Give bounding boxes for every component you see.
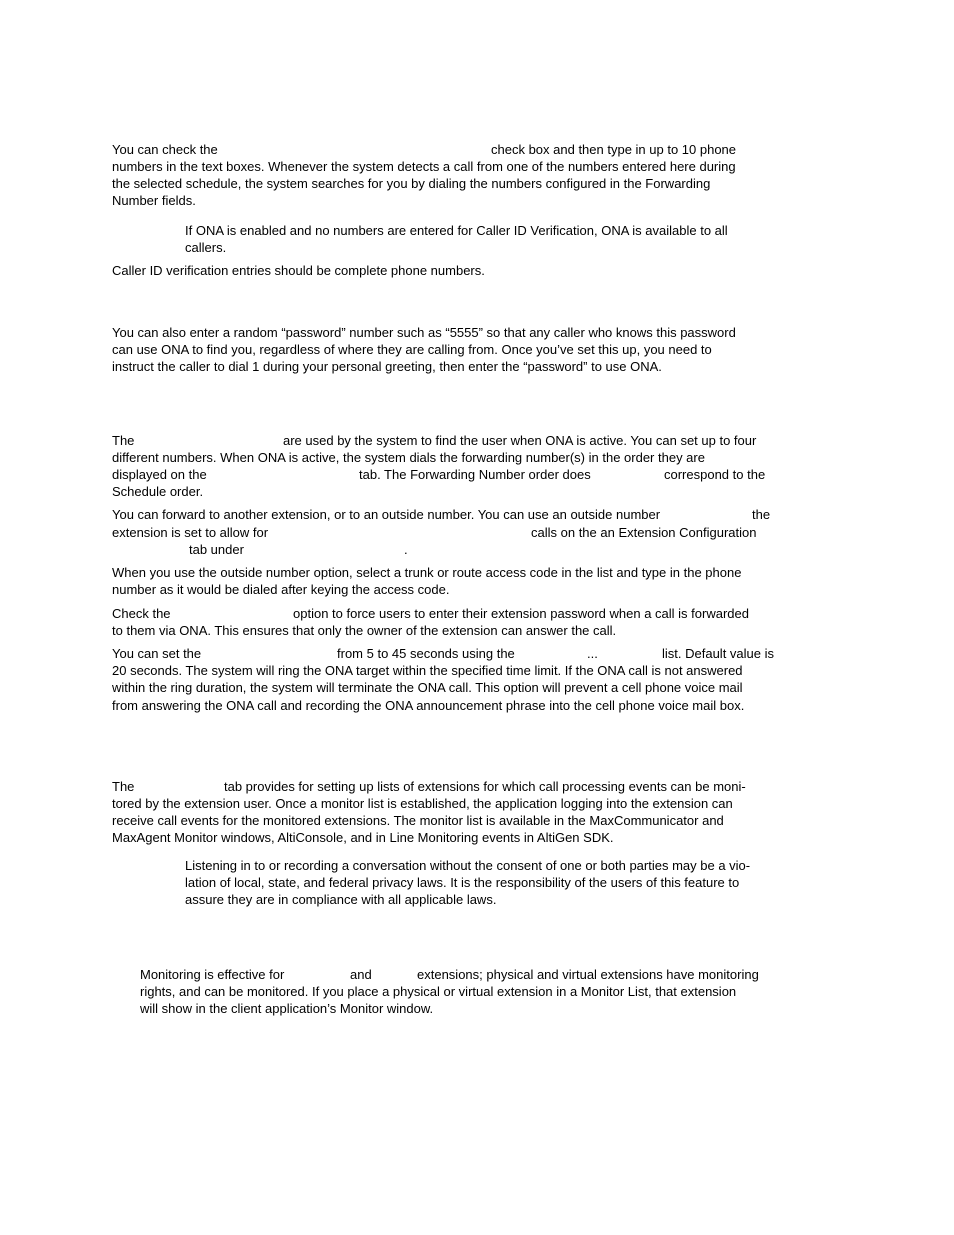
forwarding-text: calls on the an Extension Configuration <box>531 525 757 540</box>
forwarding-text: correspond to the <box>664 467 766 482</box>
monitor-warning: lation of local, state, and federal privacy laws. It is the responsibility of the users of this feature to <box>185 875 740 890</box>
forwarding-text: are used by the system to find the user when ONA is active. You can set up to four <box>283 433 757 448</box>
monitor-text: receive call events for the monitored extensions. The monitor list is available in the MaxCommunicator and <box>112 813 724 828</box>
callerid-text: check box and then type in up to 10 phone <box>491 142 737 157</box>
forwarding-text: to them via ONA. This ensures that only the owner of the extension can answer the call. <box>112 623 617 638</box>
forwarding-text: When you use the outside number option, select a trunk or route access code in the list and type in the phone <box>112 565 742 580</box>
forwarding-text: You can set the <box>112 646 202 661</box>
monitor-text: MaxAgent Monitor windows, AltiConsole, and in Line Monitoring events in AltiGen SDK. <box>112 830 614 845</box>
callerid-text: Caller ID verification entries should be complete phone numbers. <box>112 263 485 278</box>
callerid-note: If ONA is enabled and no numbers are entered for Caller ID Verification, ONA is available to all <box>185 223 728 238</box>
forwarding-text: Check the <box>112 606 171 621</box>
monitor-text: tab provides for setting up lists of extensions for which call processing events can be moni- <box>224 779 746 794</box>
forwarding-text: option to force users to enter their extension password when a call is forwarded <box>293 606 749 621</box>
forwarding-text: extension is set to allow for <box>112 525 269 540</box>
monitor-text: tored by the extension user. Once a monitor list is established, the application logging into the extension can <box>112 796 733 811</box>
callerid-text: You can check the <box>112 142 218 157</box>
forwarding-text: The <box>112 433 135 448</box>
monitor-text: extensions; physical and virtual extensions have monitoring <box>417 967 759 982</box>
callerid-text: the selected schedule, the system searches for you by dialing the numbers configured in the Forwarding <box>112 176 711 191</box>
forwarding-text: Schedule order. <box>112 484 204 499</box>
forwarding-text: You can forward to another extension, or to an outside number. You can use an outside number <box>112 507 661 522</box>
forwarding-text: the <box>752 507 771 522</box>
forwarding-text: within the ring duration, the system will terminate the ONA call. This option will prevent a cell phone voice mail <box>112 680 743 695</box>
callerid-note: callers. <box>185 240 227 255</box>
forwarding-text: . <box>404 542 408 557</box>
password-text: can use ONA to find you, regardless of where they are calling from. Once you’ve set this up, you need to <box>112 342 712 357</box>
monitor-text: The <box>112 779 135 794</box>
monitor-text: will show in the client application’s Monitor window. <box>140 1001 434 1016</box>
forwarding-text: from answering the ONA call and recording the ONA announcement phrase into the cell phone voice mail box. <box>112 698 745 713</box>
forwarding-text: ... <box>587 646 598 661</box>
password-text: You can also enter a random “password” number such as “5555” so that any caller who knows this password <box>112 325 736 340</box>
forwarding-text: tab under <box>189 542 244 557</box>
monitor-text: Monitoring is effective for <box>140 967 285 982</box>
forwarding-text: different numbers. When ONA is active, the system dials the forwarding number(s) in the order they are <box>112 450 705 465</box>
monitor-warning: assure they are in compliance with all applicable laws. <box>185 892 497 907</box>
monitor-text: rights, and can be monitored. If you place a physical or virtual extension in a Monitor List, that extension <box>140 984 737 999</box>
forwarding-text: list. Default value is <box>662 646 774 661</box>
monitor-warning: Listening in to or recording a conversation without the consent of one or both parties may be a vio- <box>185 858 751 873</box>
forwarding-text: number as it would be dialed after keying the access code. <box>112 582 450 597</box>
callerid-text: Number fields. <box>112 193 196 208</box>
monitor-text: and <box>350 967 372 982</box>
forwarding-text: displayed on the <box>112 467 207 482</box>
callerid-text: numbers in the text boxes. Whenever the system detects a call from one of the numbers entered here during <box>112 159 736 174</box>
forwarding-text: tab. The Forwarding Number order does <box>359 467 591 482</box>
forwarding-text: from 5 to 45 seconds using the <box>337 646 515 661</box>
forwarding-text: 20 seconds. The system will ring the ONA target within the specified time limit. If the ONA call is not answered <box>112 663 743 678</box>
password-text: instruct the caller to dial 1 during your personal greeting, then enter the “password” to use ONA. <box>112 359 662 374</box>
